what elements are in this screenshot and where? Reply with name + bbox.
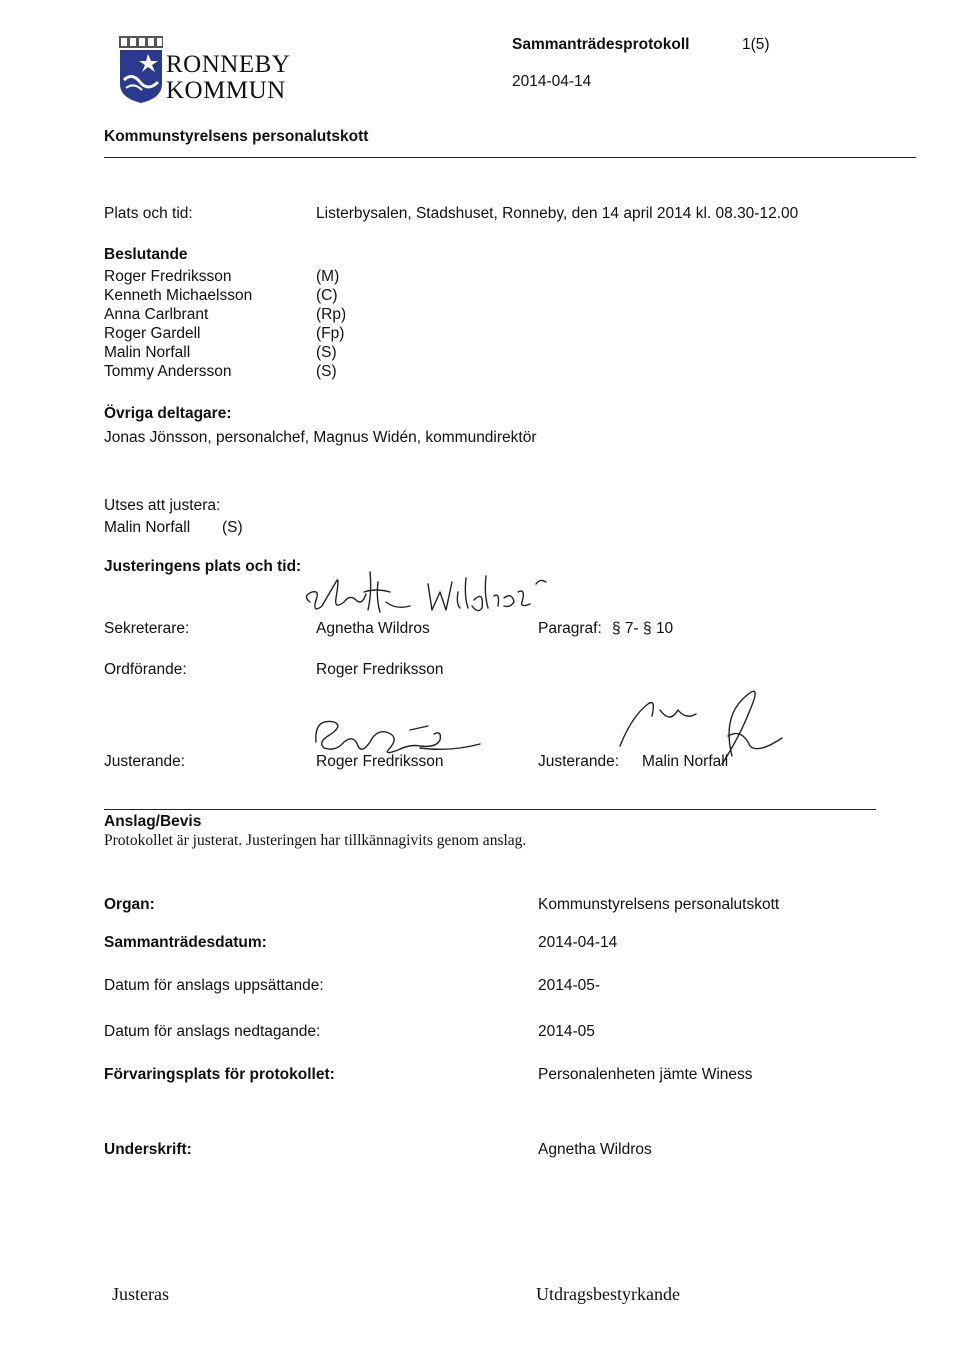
member-name: Kenneth Michaelsson [104,287,253,304]
logo-text-line1: RONNEBY [166,51,291,78]
page-number: 1(5) [742,36,770,53]
justerande-name-2: Malin Norfall [642,753,729,770]
member-party: (Fp) [316,325,345,342]
logo-text-line2: KOMMUN [166,77,286,104]
ordforande-label: Ordförande: [104,661,187,678]
organ-value: Kommunstyrelsens personalutskott [538,896,780,913]
nedtagande-label: Datum för anslags nedtagande: [104,1023,321,1040]
uppsattande-label: Datum för anslags uppsättande: [104,977,324,994]
committee-name: Kommunstyrelsens personalutskott [104,128,369,145]
forvaringsplats-value: Personalenheten jämte Winess [538,1066,753,1083]
member-name: Malin Norfall [104,344,191,361]
justeringens-label: Justeringens plats och tid: [104,558,302,575]
meeting-date: 2014-04-14 [512,73,592,90]
utses-label: Utses att justera: [104,497,221,514]
paragraf-value: § 7- § 10 [612,620,674,637]
paragraf-label: Paragraf: [538,620,602,637]
organ-label: Organ: [104,896,155,913]
justerande-label-1: Justerande: [104,753,185,770]
member-party: (C) [316,287,338,304]
forvaringsplats-label: Förvaringsplats för protokollet: [104,1066,335,1083]
ordforande-name: Roger Fredriksson [316,661,444,678]
sammantradesdatum-label: Sammanträdesdatum: [104,934,267,951]
member-party: (M) [316,268,340,285]
underskrift-value: Agnetha Wildros [538,1141,652,1158]
member-name: Roger Fredriksson [104,268,232,285]
ovriga-heading: Övriga deltagare: [104,405,232,422]
underskrift-label: Underskrift: [104,1141,192,1158]
uppsattande-value: 2014-05- [538,977,601,994]
member-name: Anna Carlbrant [104,306,209,323]
anslag-text: Protokollet är justerat. Justeringen har tillkännagivits genom anslag. [104,832,527,849]
coat-of-arms-icon [118,36,164,104]
footer-utdragsbestyrkande: Utdragsbestyrkande [536,1284,680,1304]
member-party: (Rp) [316,306,347,323]
utses-party: (S) [222,519,243,536]
sammantradesdatum-value: 2014-04-14 [538,934,618,951]
member-name: Roger Gardell [104,325,201,342]
header-divider [104,157,916,158]
anslag-divider [104,809,876,810]
justerande-label-2: Justerande: [538,753,619,770]
anslag-heading: Anslag/Bevis [104,813,202,830]
document-type: Sammanträdesprotokoll [512,36,690,53]
footer-justeras: Justeras [112,1284,169,1304]
place-time-label: Plats och tid: [104,205,193,222]
sekreterare-label: Sekreterare: [104,620,190,637]
member-party: (S) [316,344,337,361]
justerande-name-1: Roger Fredriksson [316,753,444,770]
utses-name: Malin Norfall [104,519,191,536]
nedtagande-value: 2014-05 [538,1023,595,1040]
beslutande-heading: Beslutande [104,246,188,263]
place-time-value: Listerbysalen, Stadshuset, Ronneby, den 14 april 2014 kl. 08.30-12.00 [316,205,799,222]
sekreterare-name: Agnetha Wildros [316,620,430,637]
ovriga-text: Jonas Jönsson, personalchef, Magnus Widén, kommundirektör [104,429,537,446]
member-name: Tommy Andersson [104,363,232,380]
member-party: (S) [316,363,337,380]
